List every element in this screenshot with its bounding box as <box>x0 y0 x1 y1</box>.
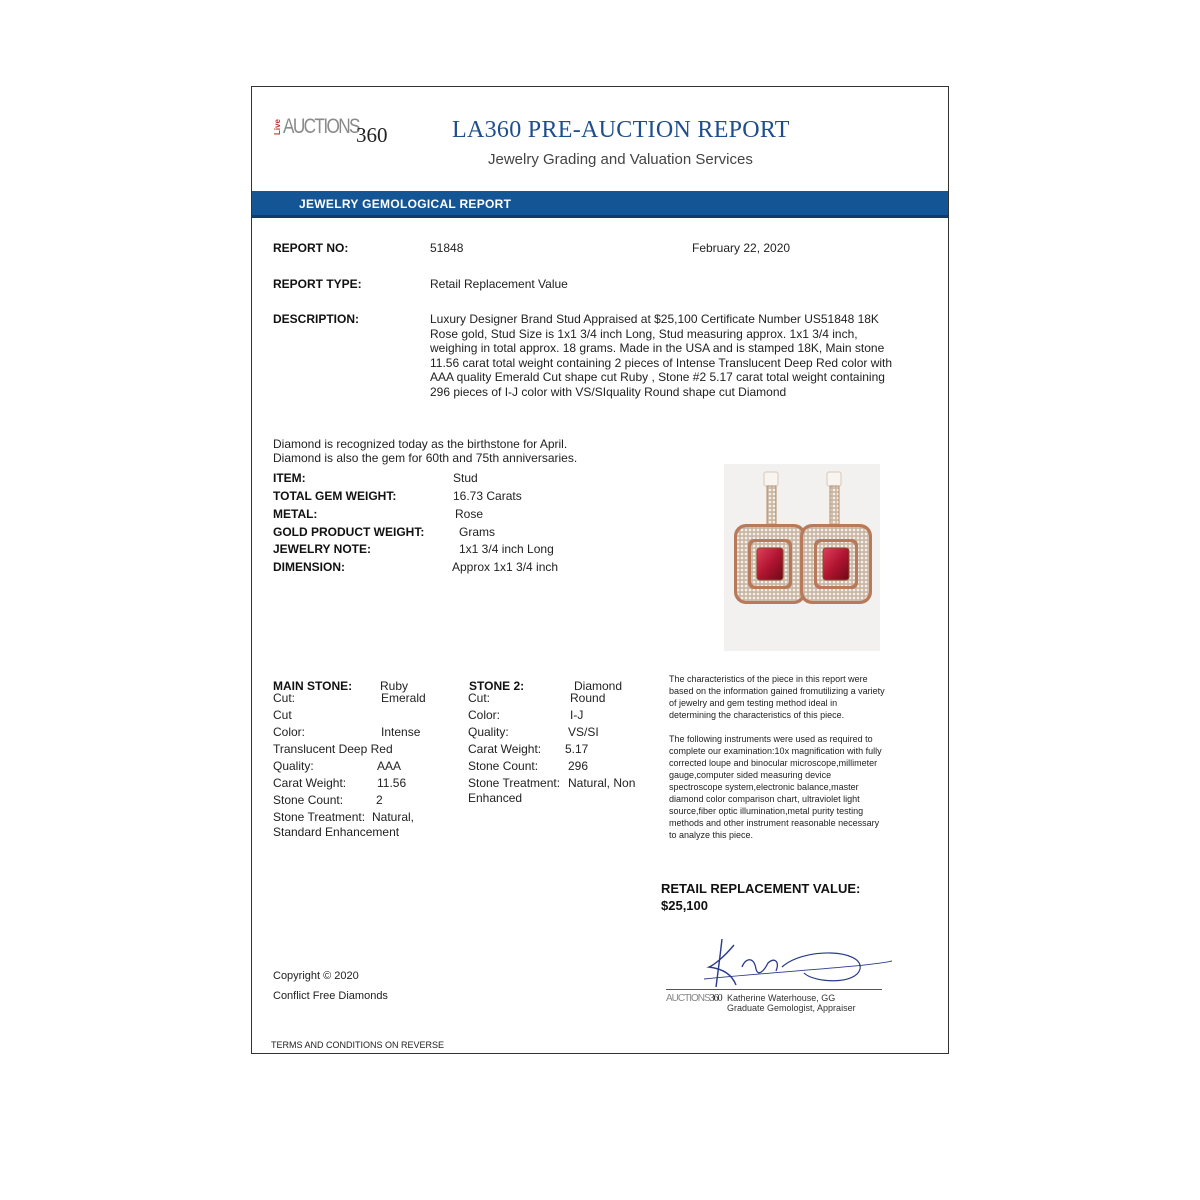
birthstone-line: Diamond is recognized today as the birthstone for April. <box>273 437 568 451</box>
stone2-carat-value: 5.17 <box>565 742 589 756</box>
report-title: LA360 PRE-AUCTION REPORT <box>452 117 790 143</box>
banner-title: JEWELRY GEMOLOGICAL REPORT <box>299 197 512 211</box>
main-color-value-cont: Translucent Deep Red <box>273 742 393 756</box>
metal-label: METAL: <box>273 507 318 521</box>
note-line: spectroscope system,electronic balance,master <box>669 782 859 792</box>
sig-logo-number: 360 <box>709 993 722 1004</box>
main-color-value: Intense <box>381 725 421 739</box>
main-treatment-value: Natural, <box>372 810 415 824</box>
report-sheet <box>251 86 949 1054</box>
jewelry-note-value: 1x1 3/4 inch Long <box>459 542 554 556</box>
main-color-label: Color: <box>273 725 306 739</box>
anniversary-line: Diamond is also the gem for 60th and 75th anniversaries. <box>273 451 578 465</box>
signature-line <box>666 989 882 990</box>
signature-logo <box>666 993 722 1004</box>
stone2-cut-label: Cut: <box>468 691 491 705</box>
report-date: February 22, 2020 <box>692 241 791 255</box>
copyright-block <box>273 966 388 1006</box>
instruments-note <box>669 733 929 841</box>
main-treatment-label: Stone Treatment: <box>273 810 366 824</box>
earrings-photo <box>724 464 880 651</box>
note-line: gauge,computer sided measuring device <box>669 770 832 780</box>
main-cut-value-cont: Cut <box>273 708 292 722</box>
stone2-treatment-value-cont: Enhanced <box>468 791 523 805</box>
stone2-count-label: Stone Count: <box>468 759 539 773</box>
description-line: Rose gold, Stud Size is 1x1 3/4 inch Long, Stud measuring approx. 1x1 3/4 inch, <box>430 326 858 341</box>
appraiser-title: Graduate Gemologist, Appraiser <box>727 1003 856 1013</box>
retail-value-amount: $25,100 <box>661 898 708 913</box>
note-line: The following instruments were used as required to <box>669 734 873 744</box>
main-carat-value: 11.56 <box>377 776 407 790</box>
description-line: AAA quality Emerald Cut shape cut Ruby , Stone #2 5.17 carat total weight containing <box>430 370 885 385</box>
report-no-value: 51848 <box>430 241 464 255</box>
main-cut-label: Cut: <box>273 691 296 705</box>
note-line: determining the characteristics of this piece. <box>669 710 845 720</box>
stone2-quality-label: Quality: <box>468 725 509 739</box>
logo-auctions-text: AUCTIONS <box>283 115 359 138</box>
description-line: 11.56 carat total weight containing 2 pieces of Intense Translucent Deep Red color with <box>430 355 893 370</box>
note-line: diamond color comparison chart, ultraviolet light <box>669 794 860 804</box>
metal-value: Rose <box>455 507 484 521</box>
main-carat-label: Carat Weight: <box>273 776 347 790</box>
main-treatment-value-cont: Standard Enhancement <box>273 825 400 839</box>
item-label: ITEM: <box>273 471 306 485</box>
appraiser-name: Katherine Waterhouse, GG <box>727 993 836 1003</box>
gold-weight-value: Grams <box>459 525 495 539</box>
main-stone-label: MAIN STONE: <box>273 679 353 693</box>
retail-value-label: RETAIL REPLACEMENT VALUE: <box>661 881 861 896</box>
dimension-label: DIMENSION: <box>273 560 345 574</box>
description-text <box>430 312 910 400</box>
note-line: of jewelry and gem testing method ideal in <box>669 698 838 708</box>
description-line: weighing in total approx. 18 grams. Made in the USA and is stamped 18K, Main stone <box>430 341 885 356</box>
description-line: 296 pieces of I-J color with VS/SIquality Round shape cut Diamond <box>430 384 787 399</box>
main-quality-label: Quality: <box>273 759 314 773</box>
item-value: Stud <box>453 471 478 485</box>
stone2-quality-value: VS/SI <box>568 725 599 739</box>
stone2-name: Diamond <box>574 679 623 693</box>
main-stone-name: Ruby <box>380 679 409 693</box>
report-no-label: REPORT NO: <box>273 241 349 255</box>
main-quality-value: AAA <box>377 759 402 773</box>
stone2-treatment-label: Stone Treatment: <box>468 776 561 790</box>
section-banner <box>252 191 948 218</box>
stone2-carat-label: Carat Weight: <box>468 742 542 756</box>
main-cut-value: Emerald <box>381 691 426 705</box>
note-line: complete our examination:10x magnification with fully <box>669 746 882 756</box>
note-line: source,fiber optic illumination,metal purity testing <box>669 806 864 816</box>
conflict-free-text: Conflict Free Diamonds <box>273 990 388 1002</box>
report-type-value: Retail Replacement Value <box>430 277 568 291</box>
description-line: Luxury Designer Brand Stud Appraised at $25,100 Certificate Number US51848 18K <box>430 312 879 326</box>
note-line: methods and other instrument reasonable necessary <box>669 818 880 828</box>
note-line: to analyze this piece. <box>669 830 754 840</box>
stone2-treatment-value: Natural, Non <box>568 776 636 790</box>
terms-notice: TERMS AND CONDITIONS ON REVERSE <box>271 1040 445 1050</box>
report-subtitle: Jewelry Grading and Valuation Services <box>488 151 753 168</box>
note-line: corrected loupe and binocular microscope,millimeter <box>669 758 878 768</box>
appraiser-info <box>727 993 856 1013</box>
note-line: The characteristics of the piece in this report were <box>669 674 868 684</box>
note-line: based on the information gained fromutilizing a variety <box>669 686 885 696</box>
main-count-value: 2 <box>376 793 383 807</box>
jewelry-note-label: JEWELRY NOTE: <box>273 542 372 556</box>
report-type-label: REPORT TYPE: <box>273 277 362 291</box>
copyright-text: Copyright © 2020 <box>273 970 359 982</box>
sig-logo-text: AUCTIONS <box>666 993 710 1004</box>
dimension-value: Approx 1x1 3/4 inch <box>452 560 559 574</box>
stone2-color-value: I-J <box>570 708 584 722</box>
description-label: DESCRIPTION: <box>273 312 360 326</box>
stone2-color-label: Color: <box>468 708 501 722</box>
stone2-cut-value: Round <box>570 691 606 705</box>
total-gem-weight-label: TOTAL GEM WEIGHT: <box>273 489 397 503</box>
logo-live-text: Live <box>273 119 282 136</box>
stone2-label: STONE 2: <box>469 679 525 693</box>
birthstone-note <box>273 437 577 465</box>
main-count-label: Stone Count: <box>273 793 344 807</box>
stone2-count-value: 296 <box>568 759 589 773</box>
methodology-note <box>669 673 929 721</box>
total-gem-weight-value: 16.73 Carats <box>453 489 522 503</box>
gold-weight-label: GOLD PRODUCT WEIGHT: <box>273 525 425 539</box>
logo-360-text: 360 <box>356 123 388 147</box>
